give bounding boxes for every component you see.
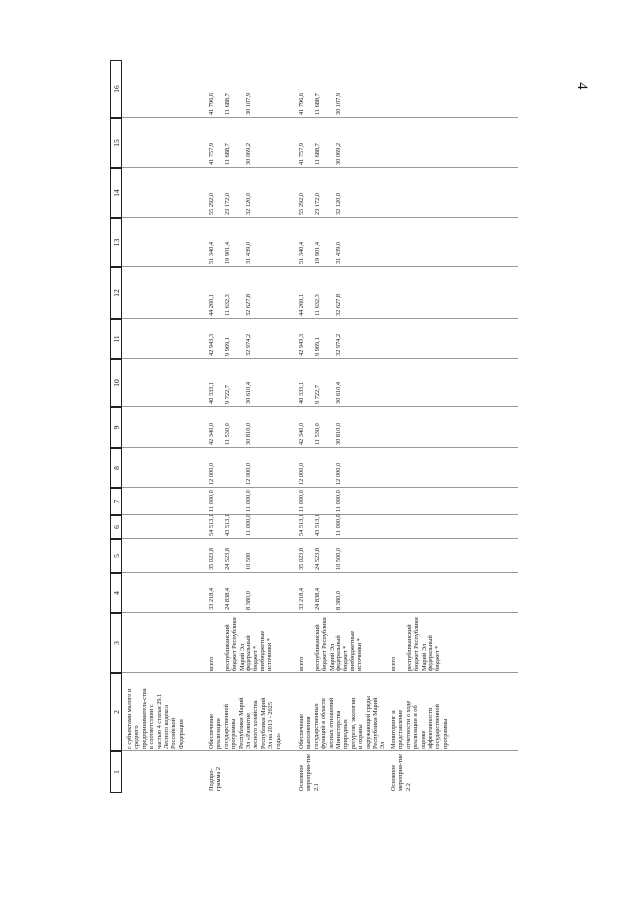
value-cell: 42 340,0 (208, 422, 215, 445)
column-number-header (110, 60, 122, 793)
value-cell: 12 000,0 (298, 462, 305, 485)
column-number: 4 (110, 573, 122, 613)
value-cell: 12 000,0 (245, 462, 252, 485)
value-cell: 30 610,4 (245, 381, 252, 404)
column-number: 8 (110, 448, 122, 488)
funding-source: республиканский бюджет Республики Марий Эл (314, 617, 336, 671)
value-cell: 42 340,0 (298, 422, 305, 445)
continued-text: с субъектами малого и среднего предприниматель-ства в соответствии с частью 4 статьи 29.1 Лесного кодекса Российской Федерации (126, 688, 185, 749)
column-divider (122, 750, 518, 751)
row-code: Основное мероприя-тие 2.1 (298, 754, 320, 791)
column-number: 14 (110, 168, 122, 218)
value-cell: 44 260,1 (298, 293, 305, 316)
value-cell: 11 000,0 (335, 490, 342, 512)
value-cell: 51 340,4 (298, 241, 305, 264)
funding-source: федеральный бюджет * (245, 635, 260, 671)
value-cell: 24 838,4 (314, 587, 321, 610)
value-cell: 11 530,0 (224, 423, 231, 445)
value-cell: 31 439,0 (335, 241, 342, 264)
value-cell: 11 688,7 (314, 93, 321, 115)
value-cell: 11 000,0 (298, 490, 305, 512)
value-cell: 32 974,2 (245, 333, 252, 356)
value-cell: 35 023,8 (208, 547, 215, 570)
value-cell: 8 380,0 (335, 591, 342, 610)
column-divider (122, 672, 518, 673)
value-cell: 32 120,0 (335, 192, 342, 215)
value-cell: 19 901,4 (314, 241, 321, 264)
funding-source: всего (390, 656, 397, 671)
column-divider (122, 487, 518, 488)
column-number: 1 (110, 751, 122, 793)
value-cell: 23 172,0 (314, 192, 321, 215)
value-cell: 11 530,0 (314, 423, 321, 445)
value-cell: 54 513,1 (208, 513, 215, 536)
value-cell: 32 627,8 (245, 293, 252, 316)
column-divider (122, 318, 518, 319)
column-divider (122, 447, 518, 448)
value-cell: 40 333,1 (298, 381, 305, 404)
value-cell: 12 000,0 (208, 462, 215, 485)
value-cell: 32 120,0 (245, 192, 252, 215)
row-title: Обеспечение выполнения государственных функций в области лесных отношений Министерства природных ресурсов, экологии и охраны окружающей среды Республики Марий Эл (298, 696, 387, 749)
value-cell: 12 000,0 (335, 462, 342, 485)
row-code: Основное мероприя-тие 2.2 (390, 754, 412, 791)
funding-source: республиканский бюджет Республики Марий Эл (406, 617, 428, 671)
value-cell: 43 513,1 (224, 513, 231, 536)
page-number: 4 (574, 82, 590, 90)
funding-source: федеральный бюджет * (427, 635, 442, 671)
value-cell: 41 796,6 (208, 92, 215, 115)
value-cell: 9 969,1 (224, 337, 231, 356)
column-number: 16 (110, 60, 122, 118)
value-cell: 11 688,7 (314, 143, 321, 165)
value-cell: 43 513,1 (314, 513, 321, 536)
value-cell: 10 500 (245, 552, 252, 570)
value-cell: 9 969,1 (314, 337, 321, 356)
value-cell: 55 292,0 (208, 192, 215, 215)
value-cell: 24 523,8 (314, 547, 321, 570)
value-cell: 55 292,0 (298, 192, 305, 215)
value-cell: 30 107,9 (335, 92, 342, 115)
value-cell: 33 218,4 (208, 587, 215, 610)
row-title: Мониторинг и представление отчетности о ходе реализации и об оценке эффективности государственной программы (390, 700, 449, 749)
value-cell: 11 000,0 (245, 514, 252, 536)
value-cell: 11 000,0 (245, 490, 252, 512)
column-number: 12 (110, 267, 122, 319)
value-cell: 30 610,4 (335, 381, 342, 404)
value-cell: 41 796,6 (298, 92, 305, 115)
funding-source: республиканский бюджет Республики Марий Эл (224, 617, 246, 671)
value-cell: 23 172,0 (224, 192, 231, 215)
value-cell: 24 523,8 (224, 547, 231, 570)
value-cell: 30 107,9 (245, 92, 252, 115)
column-divider (122, 266, 518, 267)
column-number: 13 (110, 218, 122, 267)
value-cell: 32 974,2 (335, 333, 342, 356)
value-cell: 11 000,0 (335, 514, 342, 536)
value-cell: 32 627,8 (335, 293, 342, 316)
value-cell: 11 000,0 (208, 490, 215, 512)
column-divider (122, 167, 518, 168)
value-cell: 19 901,4 (224, 241, 231, 264)
value-cell: 30 810,0 (335, 422, 342, 445)
column-divider (122, 572, 518, 573)
value-cell: 44 260,1 (208, 293, 215, 316)
column-divider (122, 612, 518, 613)
column-divider (122, 117, 518, 118)
funding-source: федеральный бюджет * (335, 635, 350, 671)
column-number: 6 (110, 515, 122, 539)
value-cell: 11 632,3 (314, 294, 321, 316)
value-cell: 9 722,7 (314, 385, 321, 404)
value-cell: 11 688,7 (224, 93, 231, 115)
column-divider (122, 358, 518, 359)
column-number: 10 (110, 359, 122, 407)
value-cell: 51 340,4 (208, 241, 215, 264)
value-cell: 10 500,0 (335, 547, 342, 570)
value-cell: 42 943,3 (298, 333, 305, 356)
value-cell: 11 688,7 (224, 143, 231, 165)
value-cell: 30 069,2 (245, 142, 252, 165)
value-cell: 9 722,7 (224, 385, 231, 404)
value-cell: 31 439,0 (245, 241, 252, 264)
column-divider (122, 406, 518, 407)
column-number: 5 (110, 539, 122, 573)
value-cell: 30 810,0 (245, 422, 252, 445)
value-cell: 54 513,1 (298, 513, 305, 536)
funding-source: внебюджетные источники * (349, 630, 364, 671)
value-cell: 33 218,4 (298, 587, 305, 610)
value-cell: 24 838,4 (224, 587, 231, 610)
column-number: 9 (110, 407, 122, 448)
value-cell: 30 069,2 (335, 142, 342, 165)
column-divider (122, 217, 518, 218)
value-cell: 40 333,1 (208, 381, 215, 404)
value-cell: 41 757,9 (208, 142, 215, 165)
value-cell: 42 943,3 (208, 333, 215, 356)
column-divider (122, 538, 518, 539)
funding-source: всего (208, 656, 215, 671)
column-number: 3 (110, 613, 122, 673)
column-number: 2 (110, 673, 122, 751)
budget-table (110, 60, 518, 793)
row-code: Подпро-грамма 2 (208, 767, 223, 791)
value-cell: 8 380,0 (245, 591, 252, 610)
row-title: Обеспечение реализации государственной программы Республики Марий Эл «Развитие лесного хозяйства Республики Марий Эл на 2013 - 2025 годы» (208, 697, 282, 749)
value-cell: 11 632,3 (224, 294, 231, 316)
value-cell: 35 023,8 (298, 547, 305, 570)
column-number: 15 (110, 118, 122, 168)
column-number: 7 (110, 488, 122, 515)
column-number: 11 (110, 319, 122, 359)
funding-source: внебюджетные источники * (259, 630, 274, 671)
funding-source: всего (298, 656, 305, 671)
value-cell: 41 757,9 (298, 142, 305, 165)
